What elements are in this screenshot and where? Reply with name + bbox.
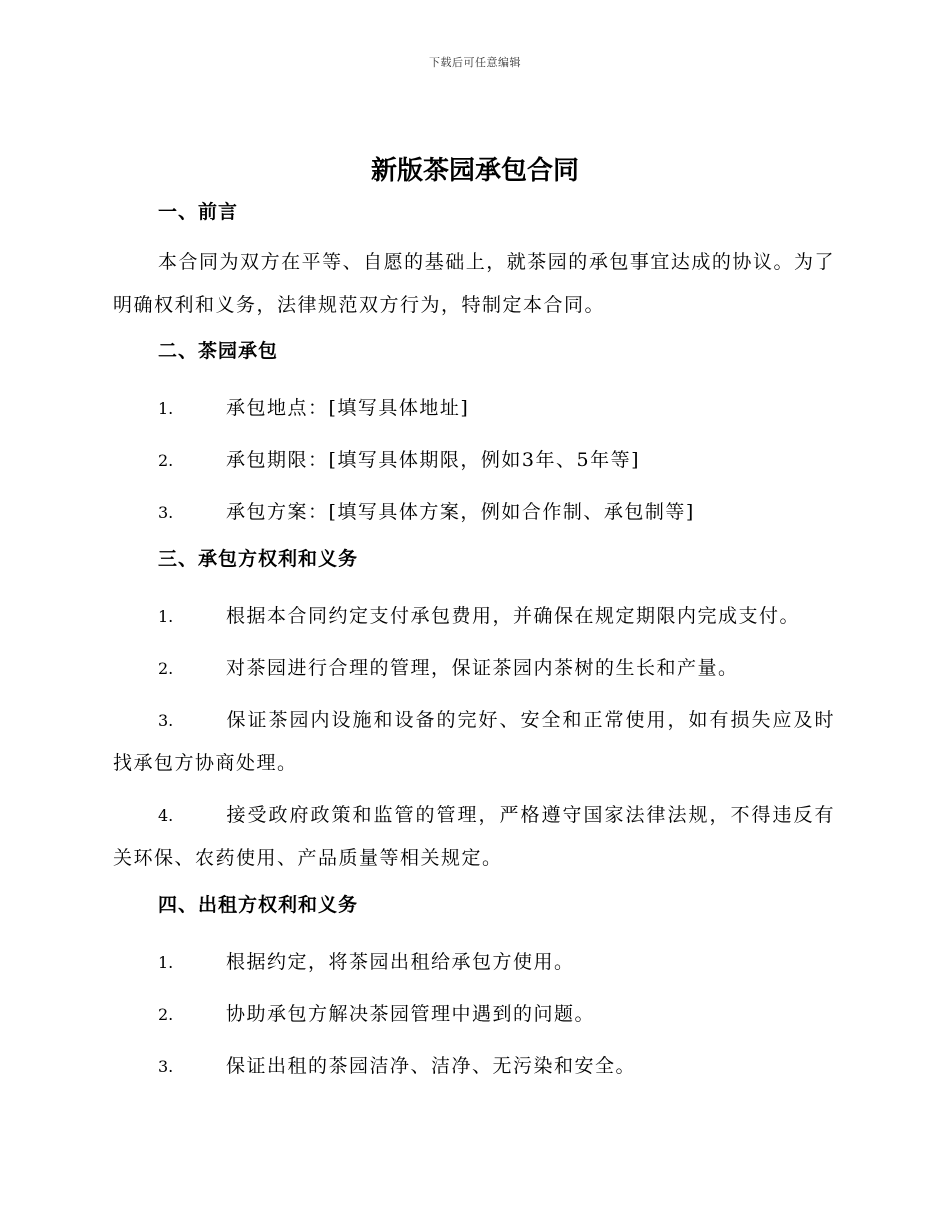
document-body — [113, 196, 835, 1097]
list-item-number: 2. — [158, 1005, 174, 1024]
list-item-number: 1. — [158, 399, 174, 418]
list-item — [113, 439, 835, 482]
list-item-number: 4. — [158, 806, 174, 825]
list-item-text: 根据约定，将茶园出租给承包方使用。 — [226, 951, 575, 973]
list-item-number: 1. — [158, 953, 174, 972]
section-heading-preface: 一、前言 — [158, 201, 239, 223]
header-note: 下载后可任意编辑 — [429, 56, 521, 69]
list-item-number: 3. — [158, 503, 174, 522]
list-item-text: 接受政府政策和监管的管理，严格遵守国家法律法规，不得违反有关环保、农药使用、产品质量等相关规定。 — [113, 804, 835, 869]
section-heading-contractor-duties: 三、承包方权利和义务 — [158, 548, 359, 570]
list-item-text: 根据本合同约定支付承包费用，并确保在规定期限内完成支付。 — [226, 605, 801, 627]
list-item — [113, 595, 835, 638]
list-item-number: 2. — [158, 451, 174, 470]
list-item — [113, 794, 835, 880]
list-item — [113, 941, 835, 984]
document-title: 新版茶园承包合同 — [370, 156, 579, 186]
list-item — [113, 647, 835, 690]
list-item-number: 1. — [158, 607, 174, 626]
preface-paragraph: 本合同为双方在平等、自愿的基础上，就茶园的承包事宜达成的协议。为了明确权利和义务，法律规范双方行为，特制定本合同。 — [113, 251, 835, 316]
list-item — [113, 387, 835, 430]
list-item-number: 3. — [158, 1057, 174, 1076]
list-item-number: 2. — [158, 659, 174, 678]
section-heading-lessor-duties: 四、出租方权利和义务 — [158, 894, 359, 916]
list-item-text: 保证茶园内设施和设备的完好、安全和正常使用，如有损失应及时找承包方协商处理。 — [113, 709, 835, 774]
list-item-text: 保证出租的茶园洁净、洁净、无污染和安全。 — [226, 1055, 637, 1077]
section-heading-contract-scope: 二、茶园承包 — [158, 340, 279, 362]
list-item-number: 3. — [158, 711, 174, 730]
list-item-text: 承包期限：[填写具体期限，例如3年、5年等] — [226, 449, 641, 471]
list-item — [113, 993, 835, 1036]
list-item — [113, 1045, 835, 1088]
list-item-text: 协助承包方解决茶园管理中遇到的问题。 — [226, 1003, 596, 1025]
list-item-text: 承包地点：[填写具体地址] — [226, 397, 470, 419]
list-item — [113, 699, 835, 785]
list-item-text: 承包方案：[填写具体方案，例如合作制、承包制等] — [226, 501, 695, 523]
list-item — [113, 491, 835, 534]
list-item-text: 对茶园进行合理的管理，保证茶园内茶树的生长和产量。 — [226, 657, 739, 679]
